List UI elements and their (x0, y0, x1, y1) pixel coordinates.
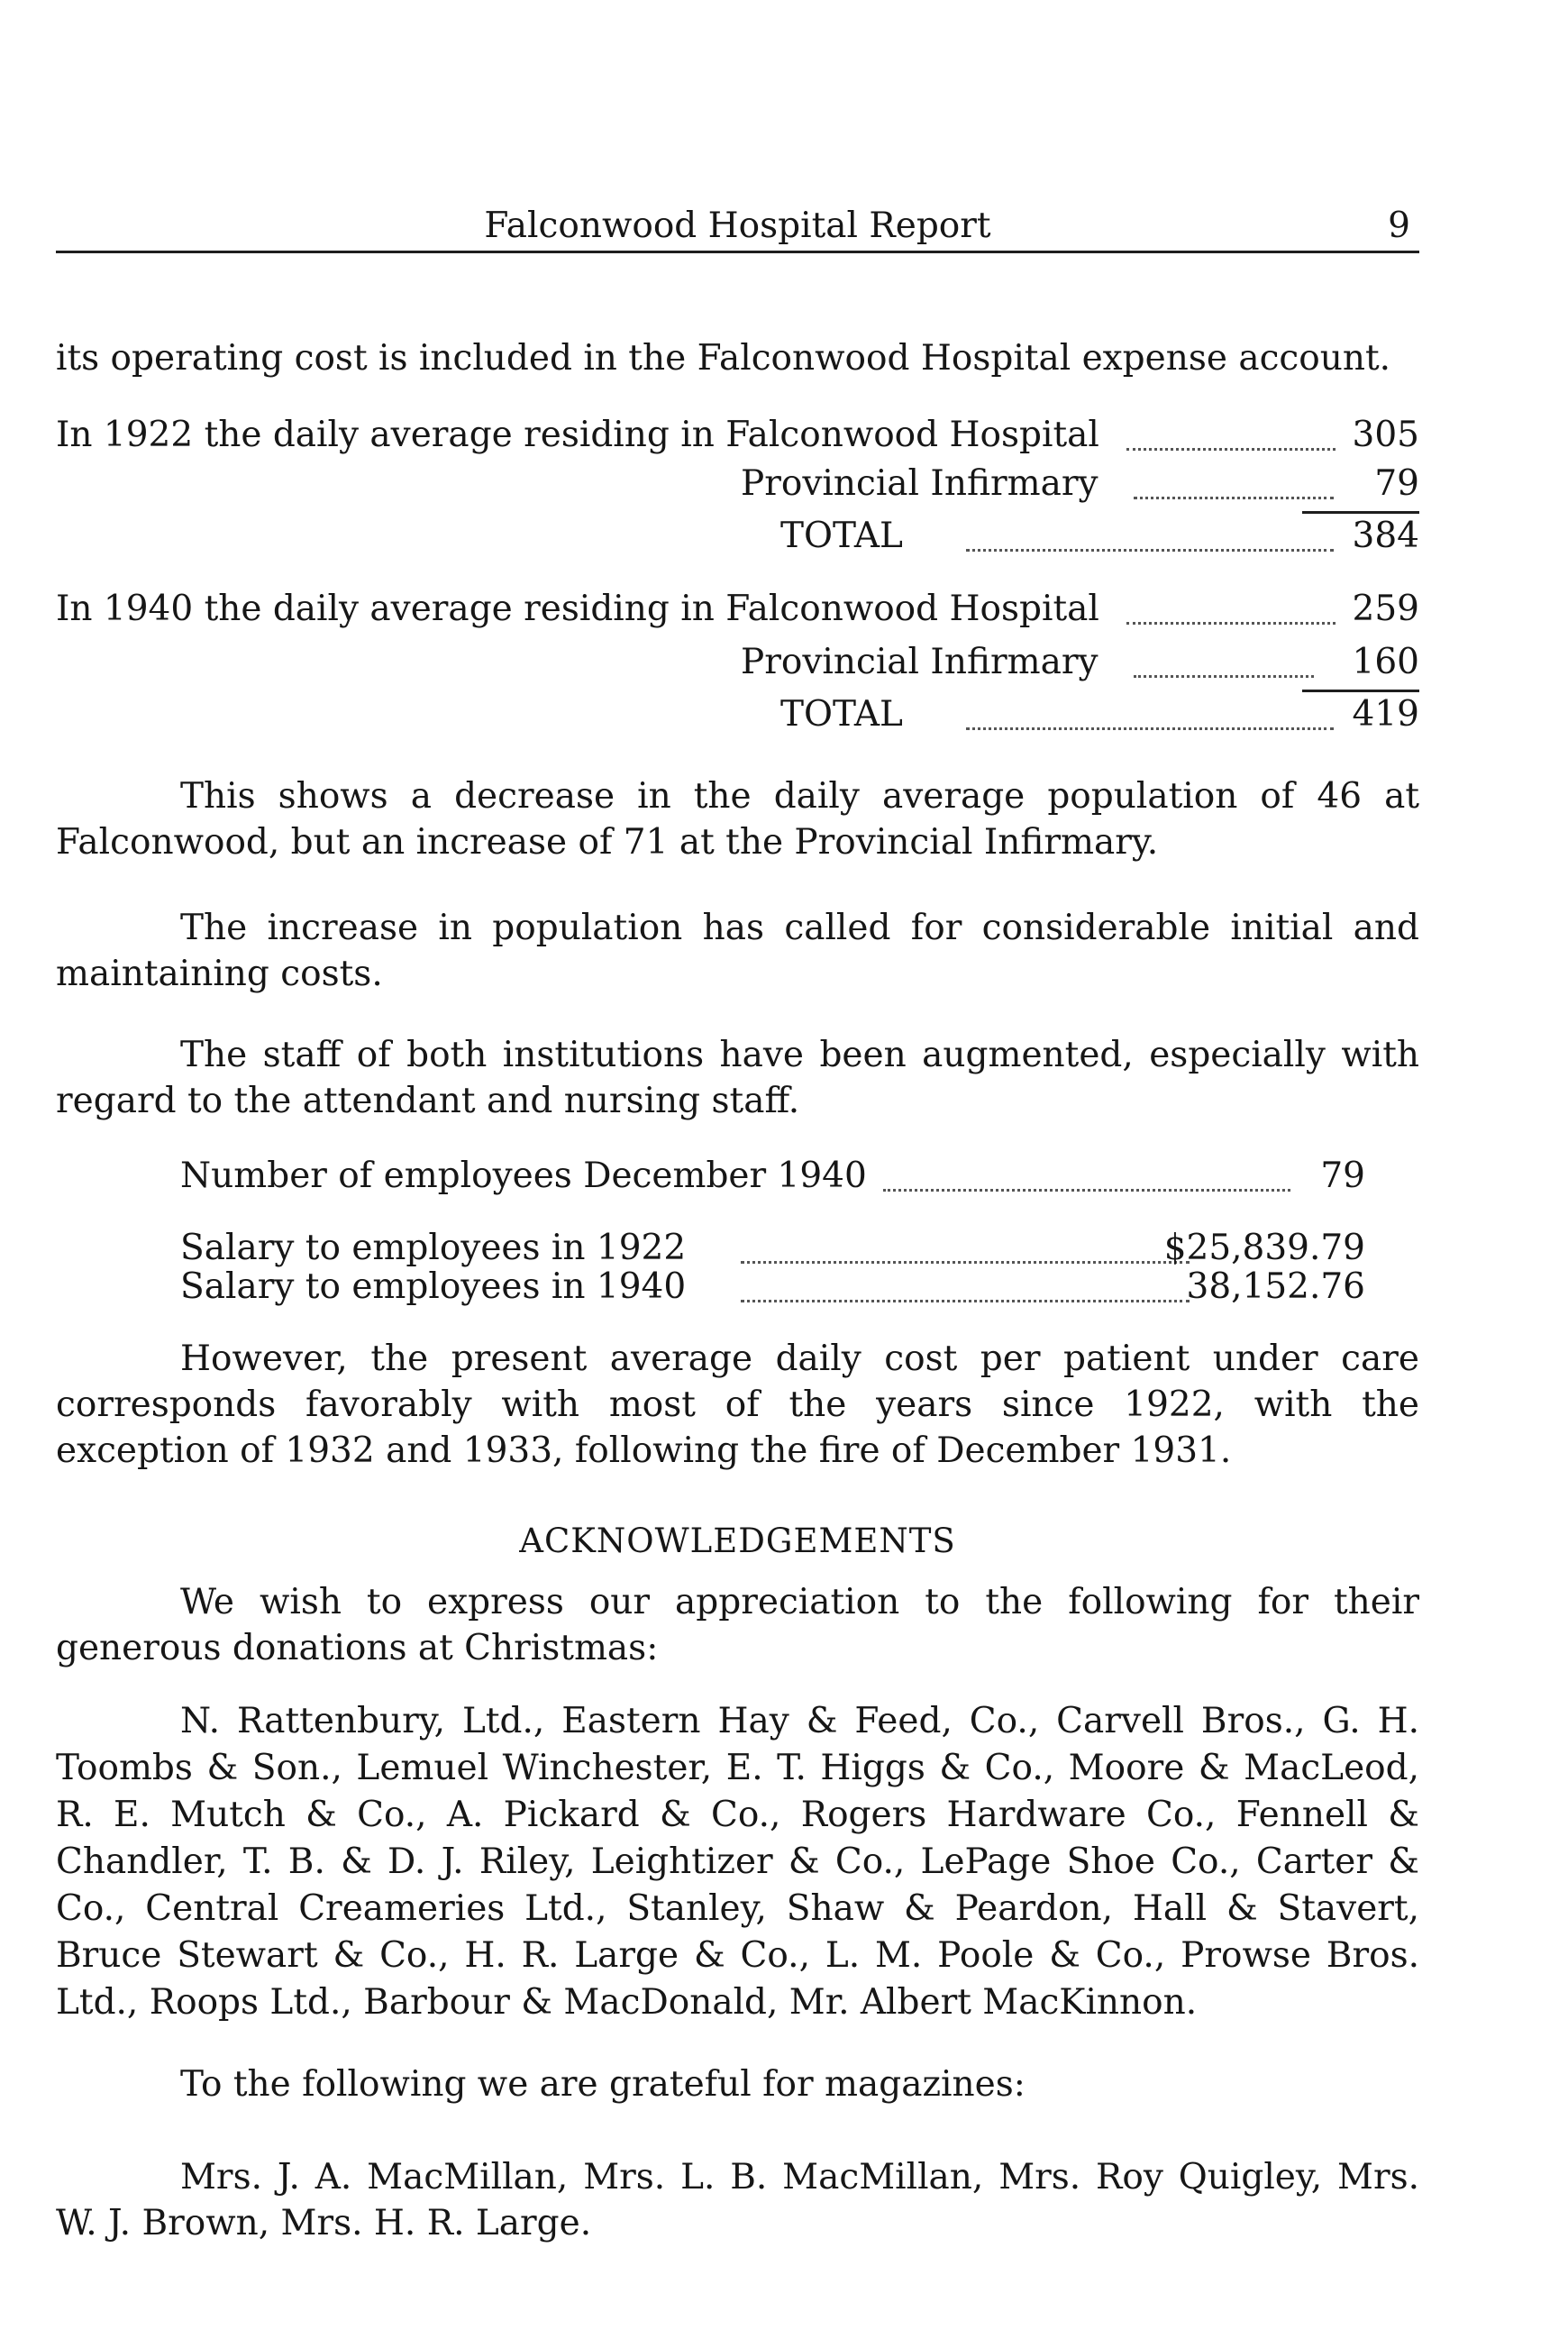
leader-dots (741, 1261, 1190, 1264)
leader-dots (883, 1189, 1290, 1192)
pop-1940-total-value: 419 (1352, 694, 1419, 735)
paragraph-increase: The increase in population has called for considerable initial and maintaining costs. (56, 908, 1419, 994)
leader-dots (741, 1300, 1190, 1302)
employees-label: Number of employees December 1940 (180, 1156, 867, 1196)
pop-1922-hospital-value: 305 (1352, 415, 1419, 455)
pop-1940-infirmary-label: Provincial Infirmary (741, 642, 1099, 682)
leader-dots (966, 549, 1334, 552)
pop-1940-infirmary-value: 160 (1352, 642, 1419, 682)
intro-line: its operating cost is included in the Falconwood Hospital expense account. (56, 338, 1391, 379)
pop-1922-total-value: 384 (1352, 516, 1419, 556)
salary-1940-label: Salary to employees in 1940 (180, 1266, 687, 1307)
salary-1922-label: Salary to employees in 1922 (180, 1228, 687, 1268)
running-header (56, 200, 1419, 253)
acknowledgements-intro: We wish to express our appreciation to the following for their generous donations at Christmas: (56, 1582, 1419, 1668)
salary-1940-value: 38,152.76 (1186, 1266, 1365, 1307)
page-number: 9 (1388, 206, 1410, 246)
header-title: Falconwood Hospital Report (484, 206, 991, 246)
leader-dots (1134, 497, 1334, 499)
leader-dots (966, 727, 1334, 730)
sum-rule (1302, 690, 1419, 692)
employees-value: 79 (1320, 1156, 1365, 1196)
pop-1922-total-label: TOTAL (780, 516, 903, 556)
leader-dots (1134, 675, 1314, 678)
leader-dots (1126, 622, 1336, 625)
leader-dots (1126, 448, 1336, 451)
magazines-intro: To the following we are grateful for magazines: (180, 2064, 1026, 2105)
sum-rule (1302, 511, 1419, 514)
pop-1940-hospital-value: 259 (1352, 589, 1419, 629)
pop-1940-lead: In 1940 the daily average residing in Falconwood Hospital (56, 589, 1099, 629)
magazine-donor-list: Mrs. J. A. MacMillan, Mrs. L. B. MacMillan, Mrs. Roy Quigley, Mrs. W. J. Brown, Mrs. H. R. Large. (56, 2157, 1419, 2243)
donor-list: N. Rattenbury, Ltd., Eastern Hay & Feed, Co., Carvell Bros., G. H. Toombs & Son., Lemuel Winchester, E. T. Higgs & Co., Moore & MacLeod, R. E. Mutch & Co., A. Pickard & Co., Rogers Hardware Co., Fennell & Chandler, T. B. & D. J. Riley, Leightizer & Co., LePage Shoe Co., Carter & Co., Central Creameries Ltd., Stanley, Shaw & Peardon, Hall & Stavert, Bruce Stewart & Co., H. R. Large & Co., L. M. Poole & Co., Prowse Bros. Ltd., Roops Ltd., Barbour & MacDonald, Mr. Albert MacKinnon. (56, 1701, 1419, 2023)
pop-1922-infirmary-value: 79 (1374, 463, 1419, 504)
salary-1922-value: $25,839.79 (1163, 1228, 1365, 1268)
paragraph-however: However, the present average daily cost per patient under care corresponds favorably with most of the years since 1922, with the exception of 1932 and 1933, following the fire of December 1931. (56, 1339, 1419, 1471)
paragraph-decrease: This shows a decrease in the daily average population of 46 at Falconwood, but an increase of 71 at the Provincial Infirmary. (56, 776, 1419, 863)
paragraph-staff: The staff of both institutions have been augmented, especially with regard to the attendant and nursing staff. (56, 1035, 1419, 1121)
acknowledgements-heading: ACKNOWLEDGEMENTS (519, 1521, 956, 1560)
pop-1922-infirmary-label: Provincial Infirmary (741, 463, 1099, 504)
pop-1940-total-label: TOTAL (780, 694, 903, 735)
pop-1922-lead: In 1922 the daily average residing in Falconwood Hospital (56, 415, 1099, 455)
